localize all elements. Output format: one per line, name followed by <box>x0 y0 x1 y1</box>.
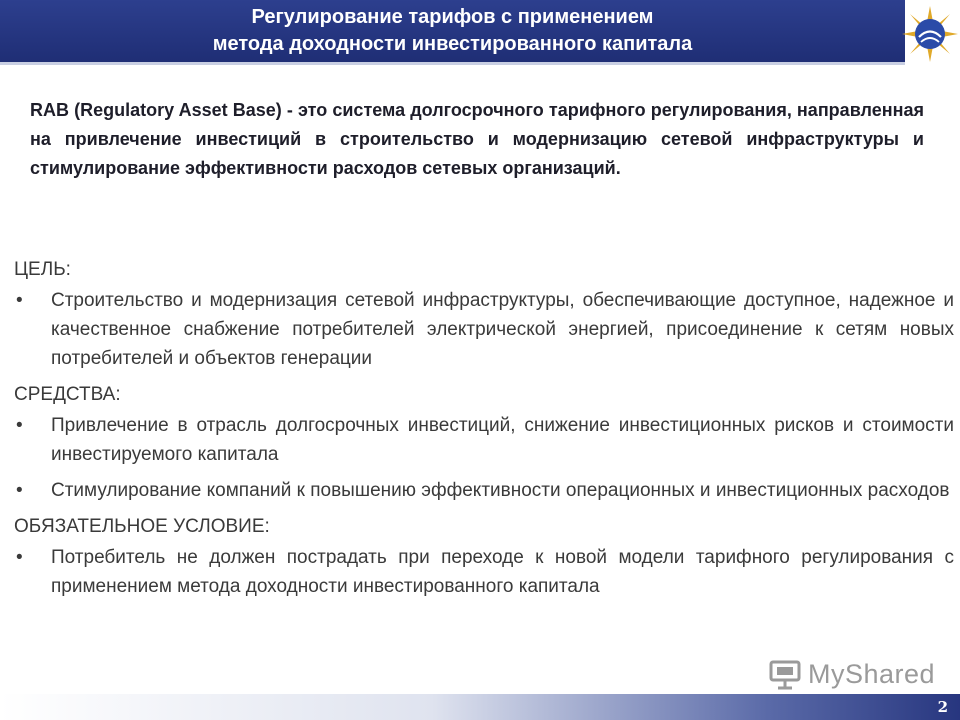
bullet-marker: • <box>16 290 23 311</box>
bullet-text: Привлечение в отрасль долгосрочных инвестиций, снижение инвестиционных рисков и стоимости инвестируемого капитала <box>51 415 954 465</box>
bullet-text: Строительство и модернизация сетевой инфраструктуры, обеспечивающие доступное, надежное и качественное снабжение потребителей электрической энергией, присоединение к сетям новых потребителей и объектов генерации <box>51 290 954 369</box>
sun-logo-icon <box>900 4 960 64</box>
presentation-icon <box>768 657 802 691</box>
condition-label: ОБЯЗАТЕЛЬНОЕ УСЛОВИЕ: <box>14 516 270 537</box>
watermark-text: MyShared <box>808 658 936 689</box>
slide-content <box>14 255 954 608</box>
bullet-text: Стимулирование компаний к повышению эффективности операционных и инвестиционных расходов <box>51 480 950 501</box>
slide-header <box>0 0 960 72</box>
means-label: СРЕДСТВА: <box>14 384 121 405</box>
goal-bullet-1 <box>14 286 954 373</box>
watermark <box>768 656 935 692</box>
bullet-marker: • <box>16 547 23 568</box>
title-bar <box>0 0 905 65</box>
slide-title <box>0 4 905 58</box>
means-bullet-1 <box>14 411 954 469</box>
goal-label: ЦЕЛЬ: <box>14 259 71 280</box>
bullet-marker: • <box>16 415 23 436</box>
means-bullet-2 <box>14 476 954 505</box>
bullet-text: Потребитель не должен пострадать при переходе к новой модели тарифного регулирования с применением метода доходности инвестированного капитала <box>51 547 954 597</box>
condition-bullet-1 <box>14 543 954 601</box>
slide-title-line-2: метода доходности инвестированного капитала <box>212 33 693 55</box>
rab-definition: RAB (Regulatory Asset Base) - это система долгосрочного тарифного регулирования, направленная на привлечение инвестиций в строительство и модернизацию сетевой инфраструктуры и стимулирование эффективности расходов сетевых организаций. <box>30 100 924 178</box>
page-number: 2 <box>937 698 948 716</box>
footer-bar <box>0 694 960 720</box>
bullet-marker: • <box>16 480 23 501</box>
slide-title-line-1: Регулирование тарифов с применением <box>251 6 654 28</box>
